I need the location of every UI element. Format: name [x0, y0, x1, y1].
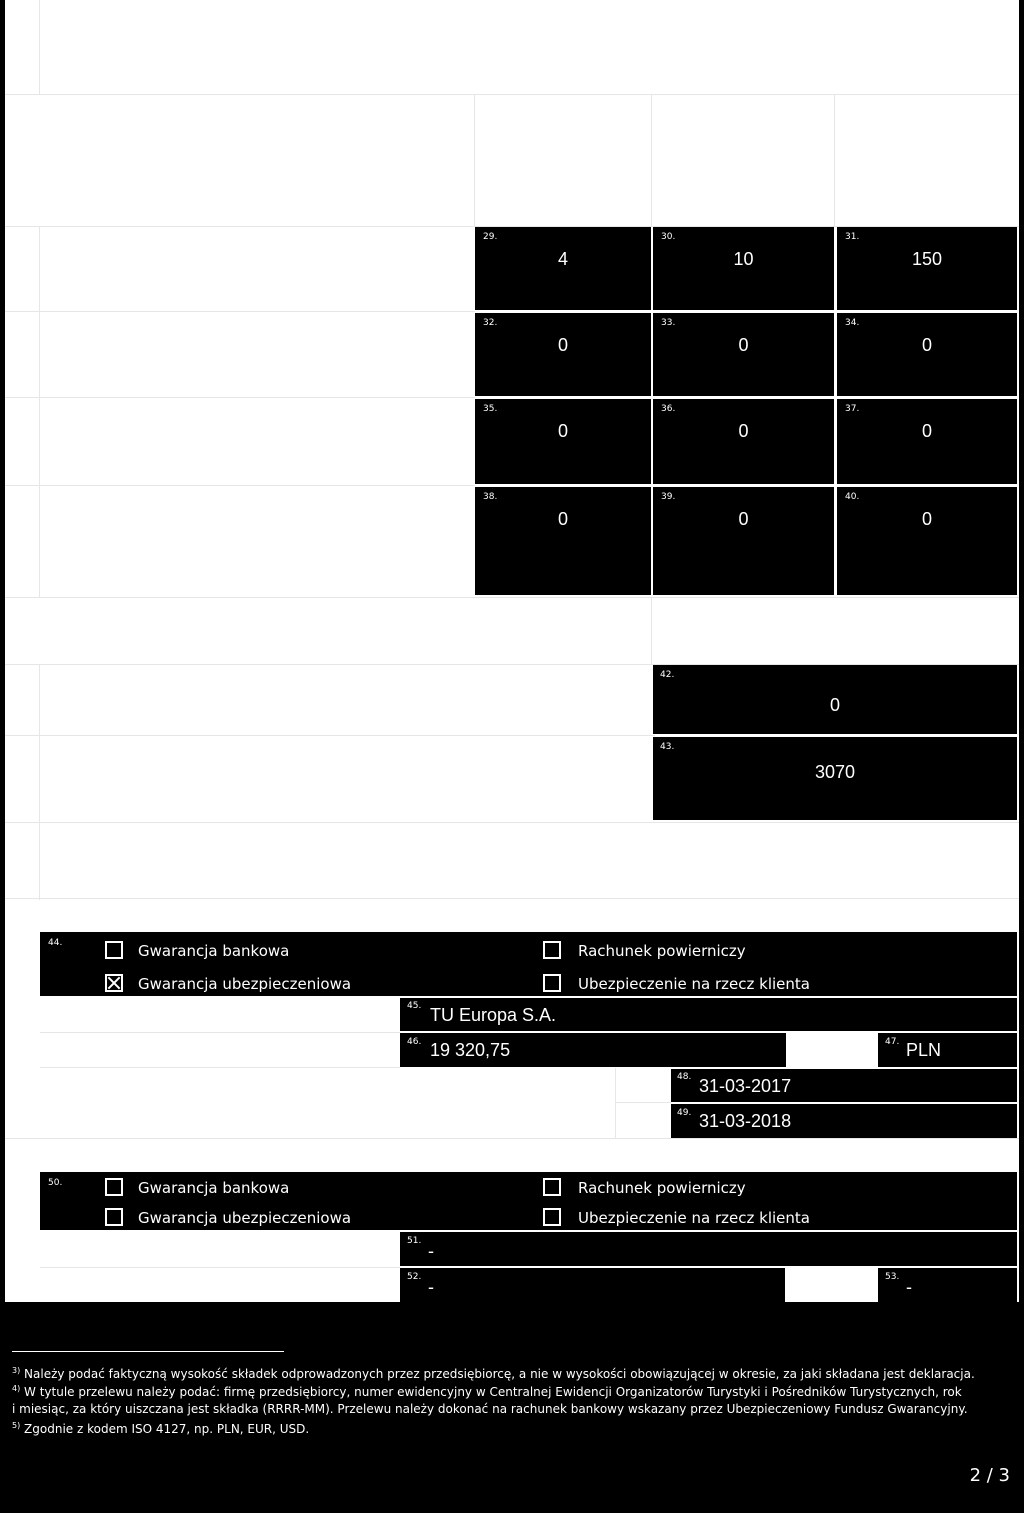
left-margin-line [39, 226, 40, 598]
footnote-text: Zgodnie z kodem ISO 4127, np. PLN, EUR, USD. [24, 1422, 310, 1436]
date-from: 31-03-2017 [699, 1076, 792, 1096]
field-number: 35. [483, 404, 498, 414]
field-value: 0 [557, 509, 568, 529]
field-number: 32. [483, 318, 498, 328]
field-value: 10 [733, 249, 754, 269]
field-value: 0 [557, 421, 568, 441]
col-divider [615, 1068, 616, 1138]
field-51[interactable] [400, 1232, 1017, 1266]
footnote-text: Należy podać faktyczną wysokość składek odprowadzonych przez przedsiębiorcę, a nie w wysokości obowiązującej w okresie, za jaki składana jest deklaracja. [24, 1367, 975, 1381]
checkbox-bank-guarantee[interactable] [105, 941, 123, 959]
row-divider [5, 1138, 1019, 1139]
row-divider [5, 735, 655, 736]
checkbox-trust-account[interactable] [543, 1178, 561, 1196]
field-number: 40. [845, 492, 860, 502]
field-53[interactable] [878, 1268, 1017, 1302]
label-trust-account: Rachunek powierniczy [578, 1179, 746, 1197]
grid-field[interactable] [475, 487, 651, 595]
field-number: 48. [677, 1072, 692, 1082]
footnote-text: W tytule przelewu należy podać: firmę przedsiębiorcy, numer ewidencyjny w Centralnej Ewidencji Organizatorów Turystyki i Pośredników Turystycznych, rok [24, 1385, 962, 1399]
field-number: 49. [677, 1108, 692, 1118]
currency: - [906, 1277, 912, 1297]
grid-field[interactable] [475, 227, 651, 310]
field-number: 52. [407, 1272, 422, 1282]
field-value: 3070 [814, 762, 856, 782]
page-number: 2 / 3 [969, 1465, 1010, 1486]
row-divider [5, 485, 475, 486]
field-number: 36. [661, 404, 676, 414]
footnote-mark: 3) [12, 1366, 21, 1375]
field-number: 50. [48, 1178, 63, 1188]
field-value: 0 [921, 421, 932, 441]
field-45[interactable] [400, 998, 1017, 1031]
grid-field[interactable] [837, 487, 1017, 595]
col-divider [651, 597, 652, 665]
field-number: 29. [483, 232, 498, 242]
row-divider [5, 94, 1019, 95]
guarantee-amount: 19 320,75 [430, 1040, 511, 1060]
footnote-rule [12, 1351, 284, 1352]
checkbox-insurance-guarantee[interactable] [105, 1208, 123, 1226]
field-number: 37. [845, 404, 860, 414]
checkbox-insurance-guarantee[interactable] [105, 974, 123, 992]
field-49[interactable] [671, 1104, 1017, 1138]
field-number: 47. [885, 1037, 900, 1047]
col-divider [651, 94, 652, 226]
field-value: 0 [738, 421, 749, 441]
grid-field[interactable] [837, 227, 1017, 310]
insurer-name: TU Europa S.A. [430, 1005, 557, 1025]
checkbox-client-insurance[interactable] [543, 974, 561, 992]
checkbox-trust-account[interactable] [543, 941, 561, 959]
guarantee-amount: - [428, 1277, 434, 1297]
col-divider [474, 94, 475, 226]
field-46[interactable] [400, 1033, 786, 1067]
field-number: 45. [407, 1001, 422, 1011]
date-to: 31-03-2018 [699, 1111, 792, 1131]
field-value: 0 [738, 335, 749, 355]
row-divider [5, 397, 475, 398]
footnote-4 [12, 1381, 1012, 1400]
field-number: 43. [660, 742, 675, 752]
field-number: 42. [660, 670, 675, 680]
label-client-insurance: Ubezpieczenie na rzecz klienta [578, 1209, 810, 1227]
row-divider [40, 1032, 400, 1033]
checkbox-bank-guarantee[interactable] [105, 1178, 123, 1196]
section-50-options [40, 1172, 1017, 1230]
field-value: 0 [921, 335, 932, 355]
grid-field[interactable] [653, 313, 834, 396]
footnote-5 [12, 1418, 1012, 1437]
row-divider [5, 898, 1019, 899]
left-margin-line [39, 0, 40, 94]
footnote-text: i miesiąc, za który uiszczana jest składka (RRRR-MM). Przelewu należy dokonać na rachunek bankowy wskazany przez Ubezpieczeniowy Fundusz Gwarancyjny. [12, 1402, 968, 1416]
field-value: 0 [829, 695, 840, 715]
label-trust-account: Rachunek powierniczy [578, 942, 746, 960]
footnote-mark: 5) [12, 1421, 21, 1430]
currency: PLN [906, 1040, 942, 1060]
row-divider [5, 822, 1019, 823]
field-number: 44. [48, 938, 63, 948]
grid-field[interactable] [837, 399, 1017, 484]
field-value: 150 [911, 249, 943, 269]
grid-field[interactable] [653, 227, 834, 310]
grid-field[interactable] [837, 313, 1017, 396]
field-value: 0 [557, 335, 568, 355]
grid-field[interactable] [475, 313, 651, 396]
field-43[interactable] [653, 737, 1017, 820]
field-value: 4 [557, 249, 568, 269]
footnote-3 [12, 1363, 1012, 1382]
field-number: 38. [483, 492, 498, 502]
insurer-name: - [428, 1241, 434, 1261]
label-bank-guarantee: Gwarancja bankowa [138, 1179, 290, 1197]
footnote-4-cont [12, 1401, 1012, 1417]
field-value: 0 [921, 509, 932, 529]
field-number: 31. [845, 232, 860, 242]
left-margin-line [39, 664, 40, 900]
field-42[interactable] [653, 665, 1017, 734]
label-client-insurance: Ubezpieczenie na rzecz klienta [578, 975, 810, 993]
field-48[interactable] [671, 1069, 1017, 1102]
row-divider [40, 1067, 400, 1068]
grid-field[interactable] [653, 399, 834, 484]
field-number: 30. [661, 232, 676, 242]
section-44-options [40, 932, 1017, 996]
col-divider [834, 94, 835, 226]
checkbox-client-insurance[interactable] [543, 1208, 561, 1226]
field-number: 33. [661, 318, 676, 328]
grid-field[interactable] [475, 399, 651, 484]
field-number: 34. [845, 318, 860, 328]
field-47[interactable] [878, 1033, 1017, 1067]
field-number: 46. [407, 1037, 422, 1047]
row-divider [5, 597, 1019, 598]
field-number: 51. [407, 1236, 422, 1246]
row-divider [40, 1267, 400, 1268]
field-value: 0 [738, 509, 749, 529]
footnote-mark: 4) [12, 1384, 21, 1393]
label-insurance-guarantee: Gwarancja ubezpieczeniowa [138, 975, 352, 993]
row-divider [615, 1102, 671, 1103]
field-number: 53. [885, 1272, 900, 1282]
grid-field[interactable] [653, 487, 834, 595]
row-divider [5, 311, 475, 312]
label-insurance-guarantee: Gwarancja ubezpieczeniowa [138, 1209, 352, 1227]
field-number: 39. [661, 492, 676, 502]
label-bank-guarantee: Gwarancja bankowa [138, 942, 290, 960]
field-52[interactable] [400, 1268, 785, 1302]
